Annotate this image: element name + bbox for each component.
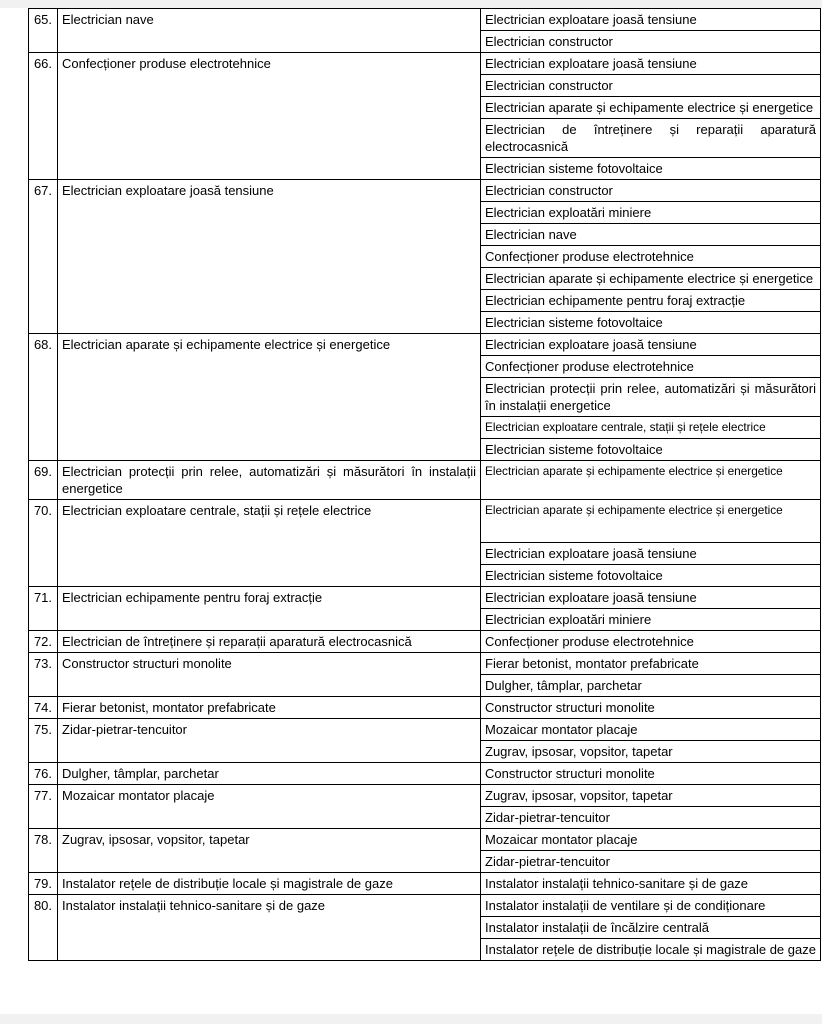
occupation-cell: Dulgher, tâmplar, parchetar [58,763,481,785]
occupation-cell: Instalator rețele de distribuție locale și magistrale de gaze [58,873,481,895]
row-number-cell: 73. [29,653,58,697]
occupation-cell: Electrician aparate și echipamente electrice și energetice [58,334,481,461]
occupation-cell: Electrician exploatare joasă tensiune [58,180,481,334]
table-row [29,53,821,75]
row-number-cell: 75. [29,719,58,763]
row-number-cell: 77. [29,785,58,829]
related-occupation-cell: Zidar-pietrar-tencuitor [481,807,821,829]
related-occupation-cell: Electrician constructor [481,180,821,202]
occupation-cell: Constructor structuri monolite [58,653,481,697]
row-number-cell: 71. [29,587,58,631]
related-occupation-cell: Dulgher, tâmplar, parchetar [481,675,821,697]
related-occupation-cell: Instalator instalații de ventilare și de condiționare [481,895,821,917]
occupation-cell: Electrician exploatare centrale, stații și rețele electrice [58,500,481,587]
occupation-cell: Instalator instalații tehnico-sanitare și de gaze [58,895,481,961]
related-occupation-cell: Electrician exploatări miniere [481,202,821,224]
occupation-cell: Electrician protecții prin relee, automatizări și măsurători în instalații energetice [58,461,481,500]
table-row [29,180,821,202]
related-occupation-cell: Fierar betonist, montator prefabricate [481,653,821,675]
related-occupation-cell: Electrician exploatări miniere [481,609,821,631]
table-row [29,873,821,895]
viewer-bottom-edge [0,1014,822,1024]
occupation-cell: Confecționer produse electrotehnice [58,53,481,180]
row-number-cell: 67. [29,180,58,334]
table-row [29,719,821,741]
row-number-cell: 65. [29,9,58,53]
correspondence-table-body [29,9,821,961]
row-number-cell: 80. [29,895,58,961]
related-occupation-cell: Electrician exploatare joasă tensiune [481,543,821,565]
viewer-top-edge [0,0,822,8]
related-occupation-cell: Instalator instalații de încălzire centrală [481,917,821,939]
related-occupation-cell: Electrician nave [481,224,821,246]
table-row [29,461,821,500]
occupation-cell: Zugrav, ipsosar, vopsitor, tapetar [58,829,481,873]
related-occupation-cell: Electrician constructor [481,31,821,53]
occupations-correspondence-table [28,8,821,961]
related-occupation-cell: Mozaicar montator placaje [481,829,821,851]
related-occupation-cell: Electrician aparate și echipamente electrice și energetice [481,461,821,500]
row-number-cell: 72. [29,631,58,653]
occupation-cell: Zidar-pietrar-tencuitor [58,719,481,763]
related-occupation-cell: Electrician aparate și echipamente electrice și energetice [481,97,821,119]
related-occupation-cell: Electrician echipamente pentru foraj extracție [481,290,821,312]
table-row [29,587,821,609]
related-occupation-cell: Confecționer produse electrotehnice [481,246,821,268]
related-occupation-cell: Electrician exploatare joasă tensiune [481,587,821,609]
related-occupation-cell: Electrician sisteme fotovoltaice [481,312,821,334]
related-occupation-cell: Electrician de întreținere și reparații aparatură electrocasnică [481,119,821,158]
related-occupation-cell: Electrician aparate și echipamente electrice și energetice [481,500,821,543]
related-occupation-cell: Electrician sisteme fotovoltaice [481,439,821,461]
table-row [29,334,821,356]
row-number-cell: 74. [29,697,58,719]
row-number-cell: 70. [29,500,58,587]
related-occupation-cell: Electrician protecții prin relee, automatizări și măsurători în instalații energetice [481,378,821,417]
occupation-cell: Mozaicar montator placaje [58,785,481,829]
table-row [29,763,821,785]
related-occupation-cell: Confecționer produse electrotehnice [481,631,821,653]
related-occupation-cell: Instalator rețele de distribuție locale și magistrale de gaze [481,939,821,961]
table-row [29,9,821,31]
row-number-cell: 78. [29,829,58,873]
related-occupation-cell: Electrician exploatare joasă tensiune [481,334,821,356]
related-occupation-cell: Zugrav, ipsosar, vopsitor, tapetar [481,741,821,763]
related-occupation-cell: Mozaicar montator placaje [481,719,821,741]
occupation-cell: Electrician echipamente pentru foraj extracție [58,587,481,631]
row-number-cell: 76. [29,763,58,785]
table-row [29,829,821,851]
related-occupation-cell: Instalator instalații tehnico-sanitare și de gaze [481,873,821,895]
related-occupation-cell: Electrician sisteme fotovoltaice [481,565,821,587]
row-number-cell: 66. [29,53,58,180]
table-row [29,500,821,543]
occupation-cell: Electrician de întreținere și reparații aparatură electrocasnică [58,631,481,653]
related-occupation-cell: Electrician exploatare centrale, stații și rețele electrice [481,417,821,439]
related-occupation-cell: Constructor structuri monolite [481,697,821,719]
row-number-cell: 69. [29,461,58,500]
related-occupation-cell: Confecționer produse electrotehnice [481,356,821,378]
related-occupation-cell: Electrician aparate și echipamente electrice și energetice [481,268,821,290]
related-occupation-cell: Electrician exploatare joasă tensiune [481,9,821,31]
table-row [29,631,821,653]
table-row [29,653,821,675]
table-row [29,895,821,917]
table-row [29,697,821,719]
table-row [29,785,821,807]
related-occupation-cell: Zugrav, ipsosar, vopsitor, tapetar [481,785,821,807]
related-occupation-cell: Zidar-pietrar-tencuitor [481,851,821,873]
occupation-cell: Electrician nave [58,9,481,53]
related-occupation-cell: Electrician constructor [481,75,821,97]
related-occupation-cell: Electrician exploatare joasă tensiune [481,53,821,75]
row-number-cell: 79. [29,873,58,895]
occupation-cell: Fierar betonist, montator prefabricate [58,697,481,719]
related-occupation-cell: Electrician sisteme fotovoltaice [481,158,821,180]
related-occupation-cell: Constructor structuri monolite [481,763,821,785]
row-number-cell: 68. [29,334,58,461]
